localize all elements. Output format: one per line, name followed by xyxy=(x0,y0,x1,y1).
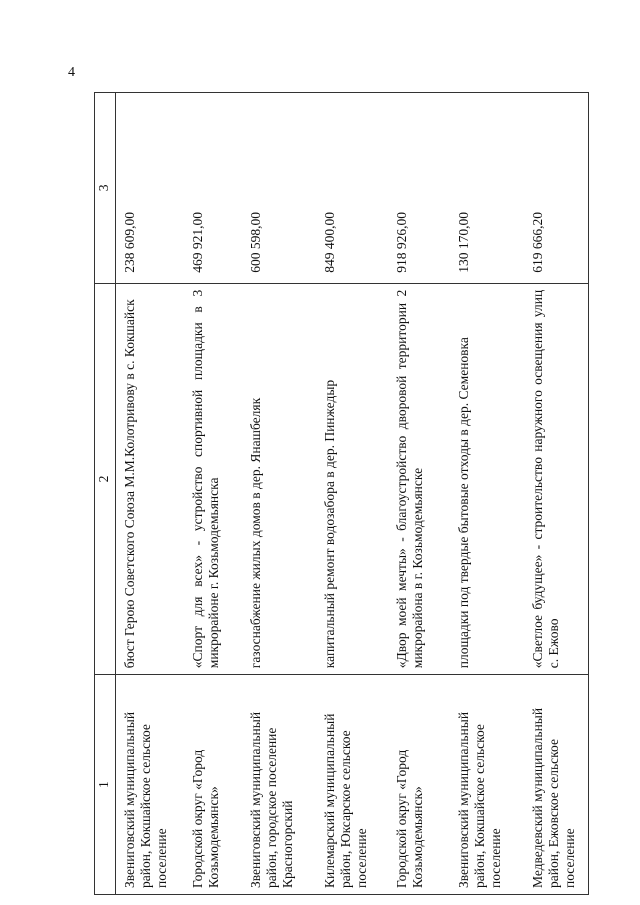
project-cell: капитальный ремонт водозабора в дер. Пинжедыр xyxy=(316,283,388,674)
amount-cell: 918 926,00 xyxy=(388,93,450,284)
rotated-table-sheet xyxy=(94,92,577,895)
table-row xyxy=(388,93,450,895)
table-row xyxy=(116,93,185,895)
territory-cell: Килемарский муниципальный район, Юксарское сельское поселение xyxy=(316,675,388,895)
amount-cell: 600 598,00 xyxy=(242,93,316,284)
territory-cell: Медведевский муниципальный район, Ежовское сельское поселение xyxy=(524,675,589,895)
territory-cell: Звениговский муниципальный район, Кокшайское сельское поселение xyxy=(450,675,524,895)
amount-cell: 619 666,20 xyxy=(524,93,589,284)
amount-cell: 238 609,00 xyxy=(116,93,185,284)
project-cell: бюст Герою Советского Союза М.М.Колотривову в с. Кокшайск xyxy=(116,283,185,674)
header-col-2: 2 xyxy=(95,283,116,674)
table-row xyxy=(242,93,316,895)
table-row xyxy=(184,93,242,895)
table-row xyxy=(316,93,388,895)
amount-cell: 849 400,00 xyxy=(316,93,388,284)
header-col-1: 1 xyxy=(95,675,116,895)
project-cell: «Светлое будущее» - строительство наружного освещения улиц с. Ежово xyxy=(524,283,589,674)
project-cell: газоснабжение жилых домов в дер. Янашбеляк xyxy=(242,283,316,674)
territory-cell: Звениговский муниципальный район, городское поселение Красногорский xyxy=(242,675,316,895)
project-cell: «Двор моей мечты» - благоустройство дворовой территории 2 микрорайона в г. Козьмодемьянске xyxy=(388,283,450,674)
territory-cell: Городской округ «Город Козьмодемьянск» xyxy=(184,675,242,895)
table-row xyxy=(524,93,589,895)
territory-cell: Городской округ «Город Козьмодемьянск» xyxy=(388,675,450,895)
project-cell: площадки под твердые бытовые отходы в дер. Семеновка xyxy=(450,283,524,674)
projects-table xyxy=(94,92,589,895)
territory-cell: Звениговский муниципальный район, Кокшайское сельское поселение xyxy=(116,675,185,895)
header-col-3: 3 xyxy=(95,93,116,284)
table-row xyxy=(450,93,524,895)
table-header-row xyxy=(95,93,116,895)
amount-cell: 130 170,00 xyxy=(450,93,524,284)
page-number: 4 xyxy=(68,65,75,80)
amount-cell: 469 921,00 xyxy=(184,93,242,284)
project-cell: «Спорт для всех» - устройство спортивной площадки в 3 микрорайоне г. Козьмодемьянска xyxy=(184,283,242,674)
